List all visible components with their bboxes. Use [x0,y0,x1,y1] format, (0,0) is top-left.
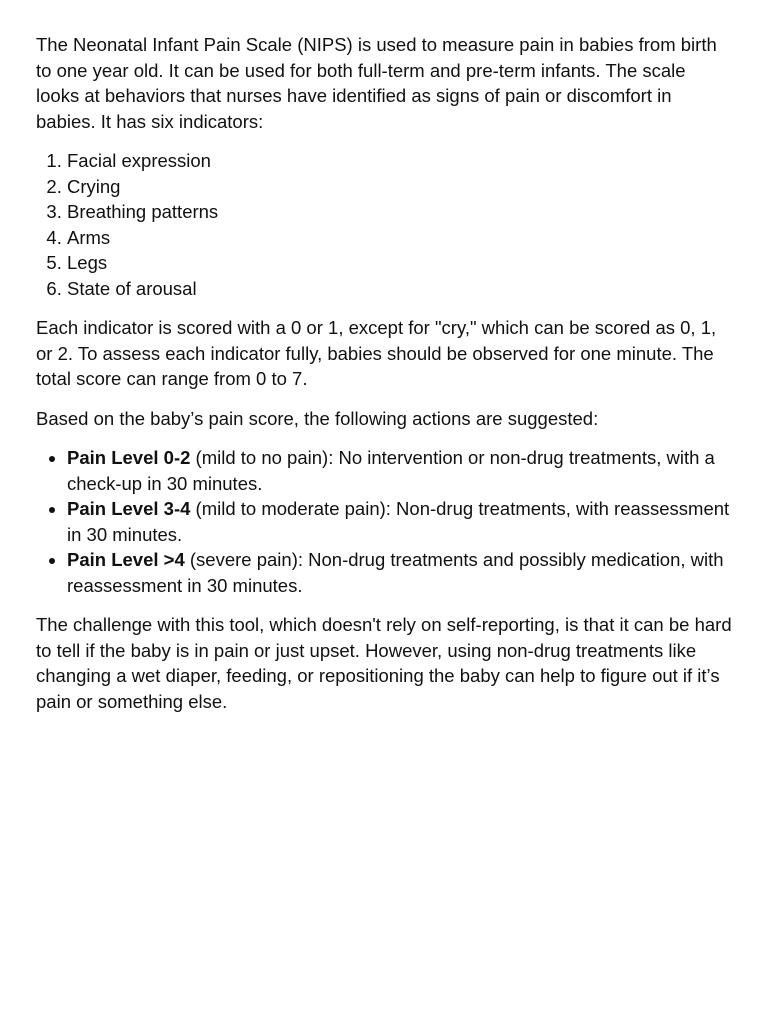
action-item [67,496,732,547]
list-item: 2. Crying [67,174,732,200]
challenge-paragraph: The challenge with this tool, which doesn't rely on self-reporting, is that it can be hard to tell if the baby is in pain or just upset. However, using non-drug treatments like changing a wet diaper, feeding, or repositioning the baby can help to figure out if it’s pain or something else. [36,614,732,712]
pain-level-label: Pain Level 3-4 [67,498,191,519]
action-description: (mild to no pain): No intervention or non-drug treatments, with a check-up in 30 minutes. [67,447,715,494]
pain-level-label: Pain Level 0-2 [67,447,191,468]
list-item: 5. Legs [67,250,732,276]
list-item: 1. Facial expression [67,148,732,174]
action-item [67,445,732,496]
action-list [36,445,732,598]
scoring-paragraph: Each indicator is scored with a 0 or 1, except for "cry," which can be scored as 0, 1, or 2. To assess each indicator fully, babies should be observed for one minute. The total score can range from 0 to 7. [36,317,717,389]
list-item: 4. Arms [67,225,732,251]
action-item [67,547,732,598]
indicator-list [36,148,732,301]
list-item: 3. Breathing patterns [67,199,732,225]
action-description: (mild to moderate pain): Non-drug treatments, with reassessment in 30 minutes. [67,498,730,545]
action-description: (severe pain): Non-drug treatments and possibly medication, with reassessment in 30 minutes. [67,549,724,596]
list-item: 6. State of arousal [67,276,732,302]
intro-paragraph: The Neonatal Infant Pain Scale (NIPS) is used to measure pain in babies from birth to one year old. It can be used for both full-term and pre-term infants. The scale looks at behaviors that nurses have identified as signs of pain or discomfort in babies. It has six indicators: [36,34,717,132]
pain-level-label: Pain Level >4 [67,549,185,570]
actions-intro-paragraph: Based on the baby’s pain score, the following actions are suggested: [36,407,599,429]
